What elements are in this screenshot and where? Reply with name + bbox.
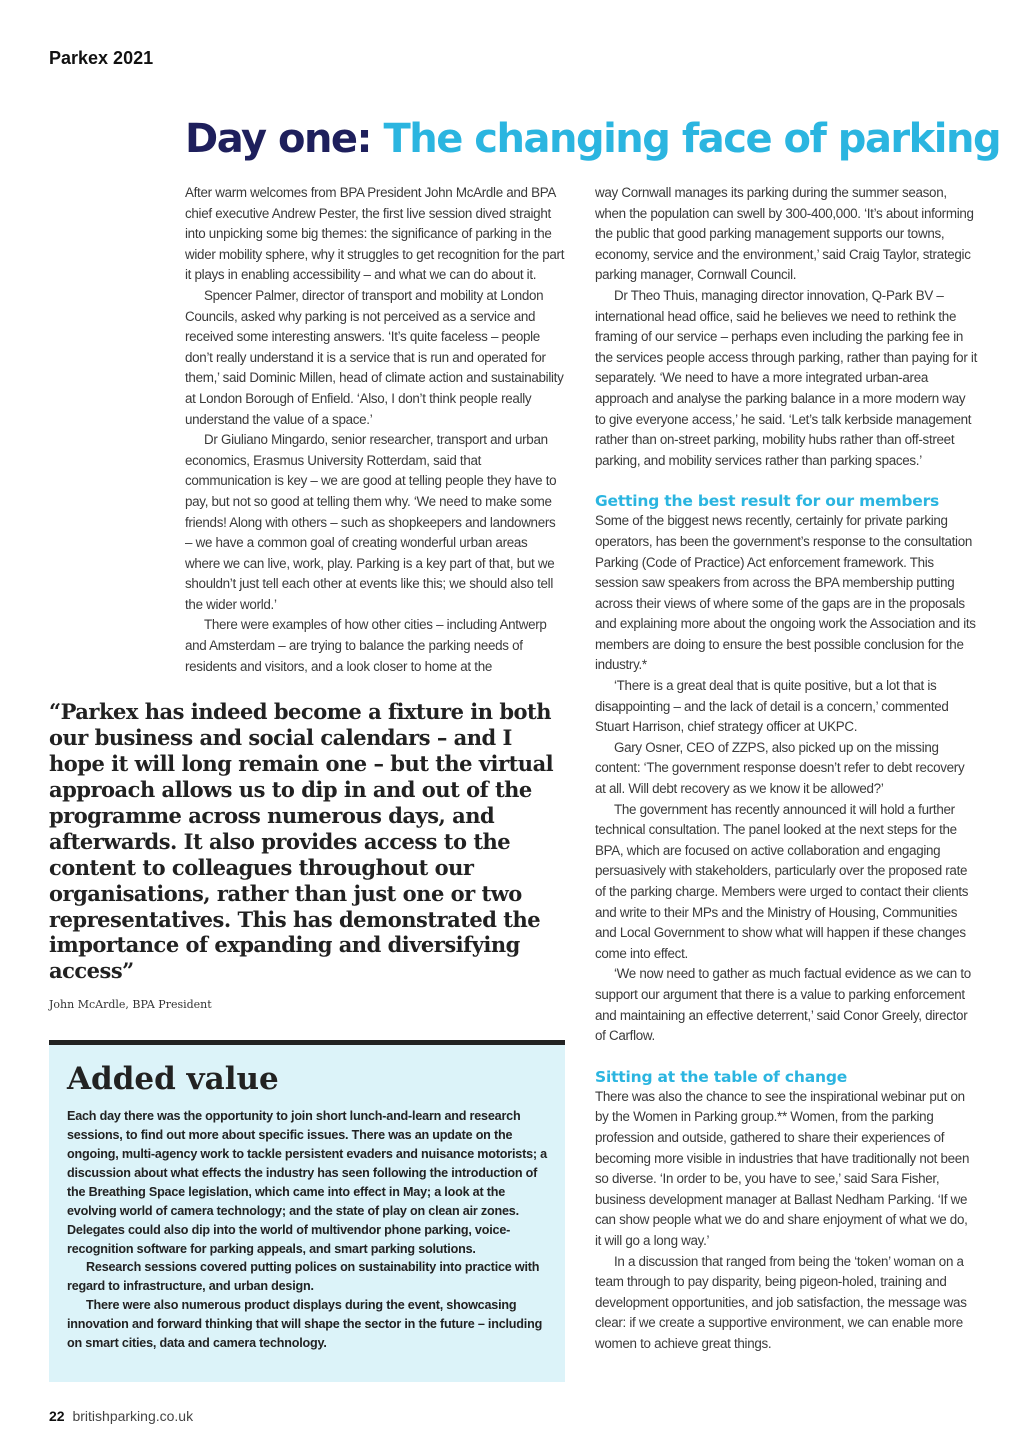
paragraph: In a discussion that ranged from being the ‘token’ woman on a team through to pay disparity, being pigeon-holed, training and development opportunities, and job satisfaction, the message was clear: if we create a supportive environment, we can enable more women to achieve great things. <box>595 1253 967 1351</box>
page-number: 22 <box>49 1408 65 1425</box>
paragraph: There was also the chance to see the inspirational webinar put on by the Women in Parking group.** Women, from the parking profession and outside, gathered to share their experiences of becoming more visible in industries that have traditionally not been so diverse. ‘In order to be, you have to see,’ said Sara Fisher, business development manager at Ballast Nedham Parking. ‘If we can show people what we do and share enjoyment of what we do, it will go a long way.’ <box>595 1088 970 1248</box>
box-paragraph: Each day there was the opportunity to join short lunch-and-learn and research sessions, to find out more about specific issues. There was an update on the ongoing, multi-agency work to tackle persistent evaders and nuisance motorists; a discussion about what effects the industry has seen following the introduction of the Breathing Space legislation, which came into effect in May; a look at the evolving world of camera technology; and the state of play on clean air zones. Delegates could also dip into the world of multivendor phone parking, voice-recognition software for parking appeals, and smart parking solutions. <box>67 1109 547 1256</box>
paragraph: After warm welcomes from BPA President John McArdle and BPA chief executive Andrew Pester, the first live session dived straight into unpicking some big themes: the significance of parking in the wider mobility sphere, why it struggles to get recognition for the part it plays in enabling accessibility – and what we can do about it. <box>185 185 565 283</box>
box-heading: Added value <box>67 1061 279 1098</box>
left-flow <box>49 183 565 1424</box>
paragraph: ‘We now need to gather as much factual evidence as we can to support our argument that there is a value to parking enforcement and maintaining an effective deterrent,’ said Conor Greely, director of Carflow. <box>595 966 971 1044</box>
page-title <box>185 116 1000 162</box>
pull-quote: “Parkex has indeed become a fixture in both our business and social calendars – and I hope it will long remain one – but the virtual approach allows us to dip in and out of the programme across numerous days, and afterwards. It also provides access to the content to colleagues throughout our organisations, rather than just one or two representatives. This has demonstrated the importance of expanding and diversifying access” <box>49 699 554 984</box>
paragraph: Dr Giuliano Mingardo, senior researcher, transport and urban economics, Erasmus University Rotterdam, said that communication is key – we are good at telling people they have to pay, but not so good at telling them why. ‘We need to make some friends! Along with others – such as shopkeepers and landowners – we have a common goal of creating wonderful urban areas where we can live, work, play. Parking is a key part of that, but we shouldn’t just tell each other at events like this; we should also tell the wider world.’ <box>185 432 557 612</box>
running-head: Parkex 2021 <box>49 48 154 68</box>
paragraph: Gary Osner, CEO of ZZPS, also picked up on the missing content: ‘The government response doesn’t refer to debt recovery at all. Will debt recovery as we know it be allowed?’ <box>595 739 965 797</box>
added-value-box <box>49 1040 565 1382</box>
page-footer <box>49 1408 565 1424</box>
paragraph: Some of the biggest news recently, certainly for private parking operators, has been the government’s response to the consultation Parking (Code of Practice) Act enforcement framework. This session saw speakers from across the BPA membership putting across their views of where some of the gaps are in the proposals and explaining more about the ongoing work the Association and its members are doing to ensure the best possible conclusion for the industry.* <box>595 513 976 673</box>
left-column <box>185 183 565 677</box>
section-heading: Sitting at the table of change <box>595 1067 848 1086</box>
title-prefix: Day one: <box>185 116 372 162</box>
paragraph: The government has recently announced it will hold a further technical consultation. The panel looked at the next steps for the BPA, which are focused on active collaboration and engaging persuasively with stakeholders, particularly over the proposed rate of the parking charge. Members were urged to contact their clients and write to their MPs and the Ministry of Housing, Communities and Local Government to show what will happen if these changes come into effect. <box>595 801 969 961</box>
paragraph: Spencer Palmer, director of transport and mobility at London Councils, asked why parking is not perceived as a service and received some interesting answers. ‘It’s quite faceless – people don’t really understand it is a service that is run and operated for them,’ said Dominic Millen, head of climate action and sustainability at London Borough of Enfield. ‘Also, I don’t think people really understand the value of a space.’ <box>185 287 564 427</box>
box-paragraph: Research sessions covered putting polices on sustainability into practice with regard to infrastructure, and urban design. <box>67 1260 540 1294</box>
title-main: The changing face of parking <box>383 116 1001 162</box>
box-paragraph: There were also numerous product displays during the event, showcasing innovation and forward thinking that will shape the sector in the future – including on smart cities, data and camera technology. <box>67 1298 543 1351</box>
paragraph: Dr Theo Thuis, managing director innovation, Q-Park BV – international head office, said he believes we need to rethink the framing of our service – perhaps even including the parking fee in the services people access through parking, rather than paying for it separately. ‘We need to have a more integrated urban-area approach and analyse the parking balance in a more modern way to give everyone access,’ he said. ‘Let’s talk kerbside management rather than on-street parking, mobility hubs rather than off-street parking, and mobility services rather than parking spaces.’ <box>595 287 977 468</box>
right-column <box>595 183 977 1354</box>
paragraph: There were examples of how other cities – including Antwerp and Amsterdam – are trying to balance the parking needs of residents and visitors, and a look closer to home at the <box>185 617 547 674</box>
paragraph: ‘There is a great deal that is quite positive, but a lot that is disappointing – and the lack of detail is a concern,’ commented Stuart Harrison, chief strategy officer at UKPC. <box>595 678 949 735</box>
site-url: britishparking.co.uk <box>72 1408 194 1425</box>
pull-quote-attribution: John McArdle, BPA President <box>49 998 212 1012</box>
paragraph: way Cornwall manages its parking during the summer season, when the population can swell by 300-400,000. ‘It’s about informing the public that good parking management supports our towns, economy, service and the environment,’ said Craig Taylor, strategic parking manager, Cornwall Council. <box>595 185 974 283</box>
section-heading: Getting the best result for our members <box>595 492 940 511</box>
